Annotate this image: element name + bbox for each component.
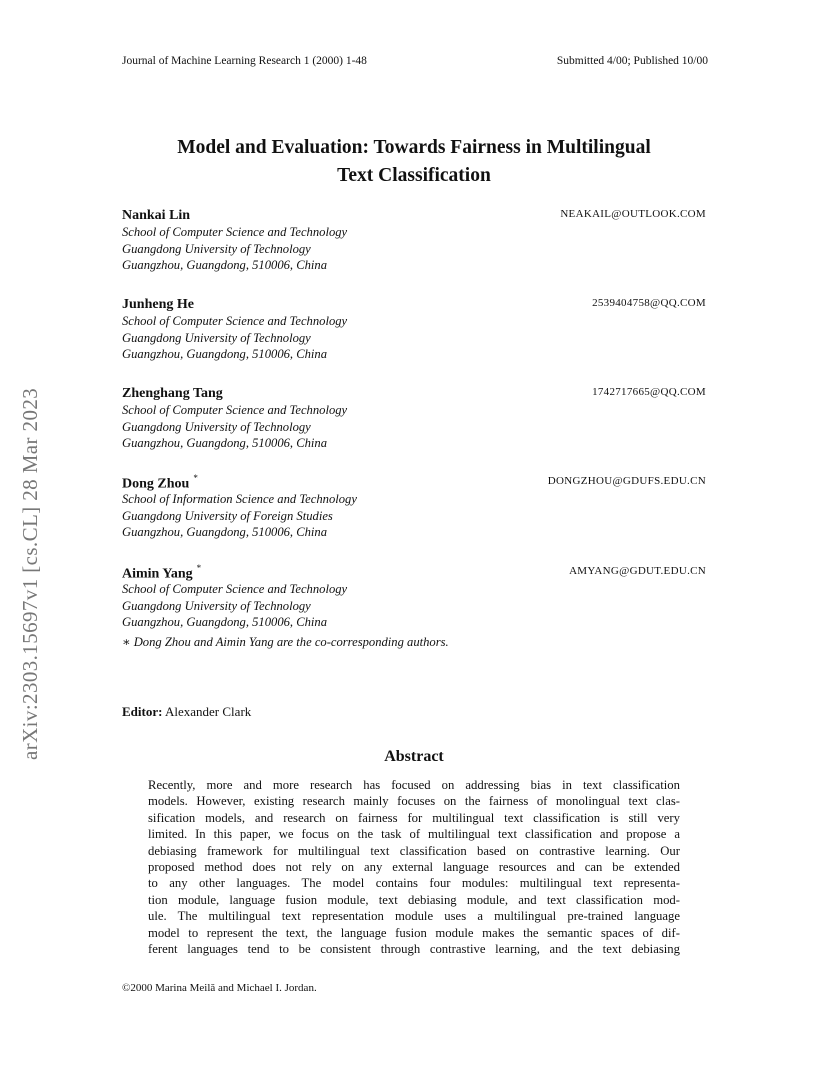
- author-name: Aimin Yang: [122, 566, 193, 582]
- author-email[interactable]: 1742717665@QQ.COM: [592, 386, 706, 398]
- affiliation-university: Guangdong University of Technology: [122, 330, 311, 345]
- author-affiliation: [122, 224, 706, 274]
- affiliation-address: Guangzhou, Guangdong, 510006, China: [122, 615, 328, 629]
- author-affiliation: [122, 402, 706, 452]
- author-email[interactable]: AMYANG@GDUT.EDU.CN: [569, 565, 706, 577]
- author-block: [122, 473, 706, 541]
- affiliation-address: Guangzhou, Guangdong, 510006, China: [122, 258, 328, 272]
- abstract-line: debiasing framework for multilingual text classification based on contrastive learning. Our: [148, 843, 680, 858]
- affiliation-school: School of Computer Science and Technology: [122, 225, 348, 239]
- editor-label: Editor:: [122, 704, 163, 719]
- author-name: Nankai Lin: [122, 208, 191, 223]
- paper-title: [100, 134, 728, 190]
- affiliation-university: Guangdong University of Technology: [122, 241, 311, 256]
- affiliation-university: Guangdong University of Technology: [122, 419, 311, 434]
- affiliation-address: Guangzhou, Guangdong, 510006, China: [122, 525, 328, 539]
- submission-dates: Submitted 4/00; Published 10/00: [556, 55, 708, 67]
- abstract-line: sification models, and research on fairness for multilingual text classification is still very: [148, 810, 680, 825]
- affiliation-university: Guangdong University of Technology: [122, 598, 311, 613]
- affiliation-school: School of Computer Science and Technology: [122, 403, 348, 417]
- corresponding-authors-note: ∗ Dong Zhou and Aimin Yang are the co-corresponding authors.: [122, 634, 449, 649]
- abstract-line: to any other languages. The model contains four modules: multilingual text representa-: [148, 876, 680, 891]
- affiliation-school: School of Computer Science and Technology: [122, 582, 348, 596]
- author-name: Junheng He: [122, 297, 194, 312]
- author-affiliation: [122, 491, 706, 541]
- title-line-1: Model and Evaluation: Towards Fairness in Multilingual: [177, 137, 651, 158]
- abstract-line: models. However, existing research mainly focuses on the fairness of monolingual text clas-: [148, 794, 680, 809]
- abstract-line: Recently, more and more research has focused on addressing bias in text classification: [148, 778, 680, 792]
- corresponding-marker: *: [196, 563, 202, 573]
- editor-line: [122, 704, 251, 720]
- title-line-2: Text Classification: [337, 165, 491, 186]
- affiliation-school: School of Computer Science and Technology: [122, 314, 348, 328]
- author-block: [122, 206, 706, 274]
- author-block: [122, 384, 706, 452]
- abstract-body: [148, 777, 680, 957]
- author-affiliation: [122, 313, 706, 363]
- affiliation-address: Guangzhou, Guangdong, 510006, China: [122, 436, 328, 450]
- abstract-line: model to represent the text, the language fusion module makes the semantic spaces of dif-: [148, 925, 680, 940]
- abstract-line: ferent languages tend to be consistent through contrastive learning, and the text debiasing: [148, 942, 680, 957]
- abstract-line: proposed method does not rely on any external language resources and can be extended: [148, 860, 680, 875]
- affiliation-school: School of Information Science and Technology: [122, 492, 357, 506]
- author-email[interactable]: NEAKAIL@OUTLOOK.COM: [560, 208, 706, 220]
- author-block: [122, 563, 706, 650]
- author-email[interactable]: DONGZHOU@GDUFS.EDU.CN: [547, 475, 706, 487]
- abstract-line: ule. The multilingual text representation module uses a multilingual pre-trained language: [148, 909, 680, 924]
- author-name: Dong Zhou: [122, 476, 190, 492]
- journal-header: Journal of Machine Learning Research 1 (2000) 1-48: [122, 55, 367, 67]
- abstract-line: tion module, language fusion module, text debiasing module, and text classification mod-: [148, 892, 680, 907]
- author-affiliation: [122, 581, 706, 631]
- abstract-line: limited. In this paper, we focus on the task of multilingual text classification and propose a: [148, 827, 680, 842]
- editor-name: Alexander Clark: [165, 704, 252, 719]
- author-name: Zhenghang Tang: [122, 386, 223, 401]
- corresponding-marker: *: [193, 473, 198, 483]
- arxiv-identifier[interactable]: arXiv:2303.15697v1 [cs.CL] 28 Mar 2023: [18, 387, 42, 760]
- abstract-heading: Abstract: [384, 748, 444, 765]
- author-email[interactable]: 2539404758@QQ.COM: [592, 297, 706, 309]
- copyright-footer: ©2000 Marina Meilă and Michael I. Jordan.: [122, 982, 317, 994]
- affiliation-address: Guangzhou, Guangdong, 510006, China: [122, 347, 328, 361]
- affiliation-university: Guangdong University of Foreign Studies: [122, 508, 333, 523]
- author-block: [122, 295, 706, 363]
